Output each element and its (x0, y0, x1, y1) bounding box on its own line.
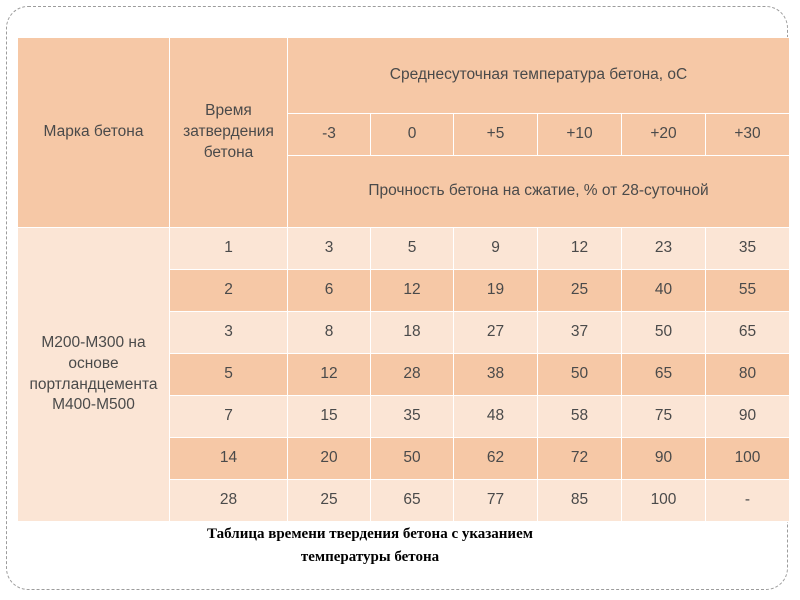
strength-value-cell: 65 (706, 312, 790, 354)
concrete-hardening-table (17, 37, 790, 522)
strength-value-cell: 40 (622, 270, 706, 312)
strength-value-cell: 5 (371, 228, 454, 270)
strength-value-cell: 28 (371, 354, 454, 396)
header-strength-title: Прочность бетона на сжатие, % от 28-суточной (288, 156, 790, 228)
strength-value-cell: 62 (454, 438, 538, 480)
days-cell: 3 (170, 312, 288, 354)
strength-value-cell: 100 (706, 438, 790, 480)
strength-value-cell: - (706, 480, 790, 522)
strength-value-cell: 23 (622, 228, 706, 270)
strength-value-cell: 25 (538, 270, 622, 312)
strength-value-cell: 48 (454, 396, 538, 438)
caption-line-2: температуры бетона (300, 549, 440, 566)
strength-value-cell: 75 (622, 396, 706, 438)
table-row (18, 228, 790, 270)
strength-value-cell: 80 (706, 354, 790, 396)
strength-value-cell: 3 (288, 228, 371, 270)
days-cell: 1 (170, 228, 288, 270)
strength-value-cell: 12 (288, 354, 371, 396)
strength-value-cell: 50 (538, 354, 622, 396)
strength-value-cell: 9 (454, 228, 538, 270)
table-caption (135, 523, 605, 570)
strength-value-cell: 90 (706, 396, 790, 438)
strength-value-cell: 90 (622, 438, 706, 480)
strength-value-cell: 6 (288, 270, 371, 312)
strength-value-cell: 12 (538, 228, 622, 270)
days-cell: 7 (170, 396, 288, 438)
strength-value-cell: 38 (454, 354, 538, 396)
strength-value-cell: 72 (538, 438, 622, 480)
strength-value-cell: 19 (454, 270, 538, 312)
strength-value-cell: 35 (371, 396, 454, 438)
temperature-header-cell: +20 (622, 114, 706, 156)
strength-value-cell: 58 (538, 396, 622, 438)
header-temperature-title: Среднесуточная температура бетона, оС (288, 38, 790, 114)
strength-value-cell: 37 (538, 312, 622, 354)
temperature-header-cell: +5 (454, 114, 538, 156)
strength-value-cell: 100 (622, 480, 706, 522)
grade-group-cell: М200-М300 на основе портландцемента М400-М500 (18, 228, 170, 522)
strength-value-cell: 20 (288, 438, 371, 480)
days-cell: 5 (170, 354, 288, 396)
days-cell: 2 (170, 270, 288, 312)
strength-value-cell: 77 (454, 480, 538, 522)
strength-value-cell: 12 (371, 270, 454, 312)
strength-value-cell: 50 (622, 312, 706, 354)
days-cell: 14 (170, 438, 288, 480)
temperature-header-cell: +10 (538, 114, 622, 156)
caption-line-1: Таблица времени твердения бетона с указанием (207, 526, 533, 542)
days-cell: 28 (170, 480, 288, 522)
strength-value-cell: 18 (371, 312, 454, 354)
strength-value-cell: 55 (706, 270, 790, 312)
header-time: Время затвердения бетона (170, 38, 288, 228)
strength-value-cell: 85 (538, 480, 622, 522)
strength-value-cell: 50 (371, 438, 454, 480)
temperature-header-cell: 0 (371, 114, 454, 156)
strength-value-cell: 35 (706, 228, 790, 270)
strength-value-cell: 15 (288, 396, 371, 438)
strength-value-cell: 65 (371, 480, 454, 522)
strength-value-cell: 25 (288, 480, 371, 522)
strength-value-cell: 27 (454, 312, 538, 354)
header-grade: Марка бетона (18, 38, 170, 228)
temperature-header-cell: -3 (288, 114, 371, 156)
temperature-header-cell: +30 (706, 114, 790, 156)
strength-value-cell: 65 (622, 354, 706, 396)
strength-value-cell: 8 (288, 312, 371, 354)
